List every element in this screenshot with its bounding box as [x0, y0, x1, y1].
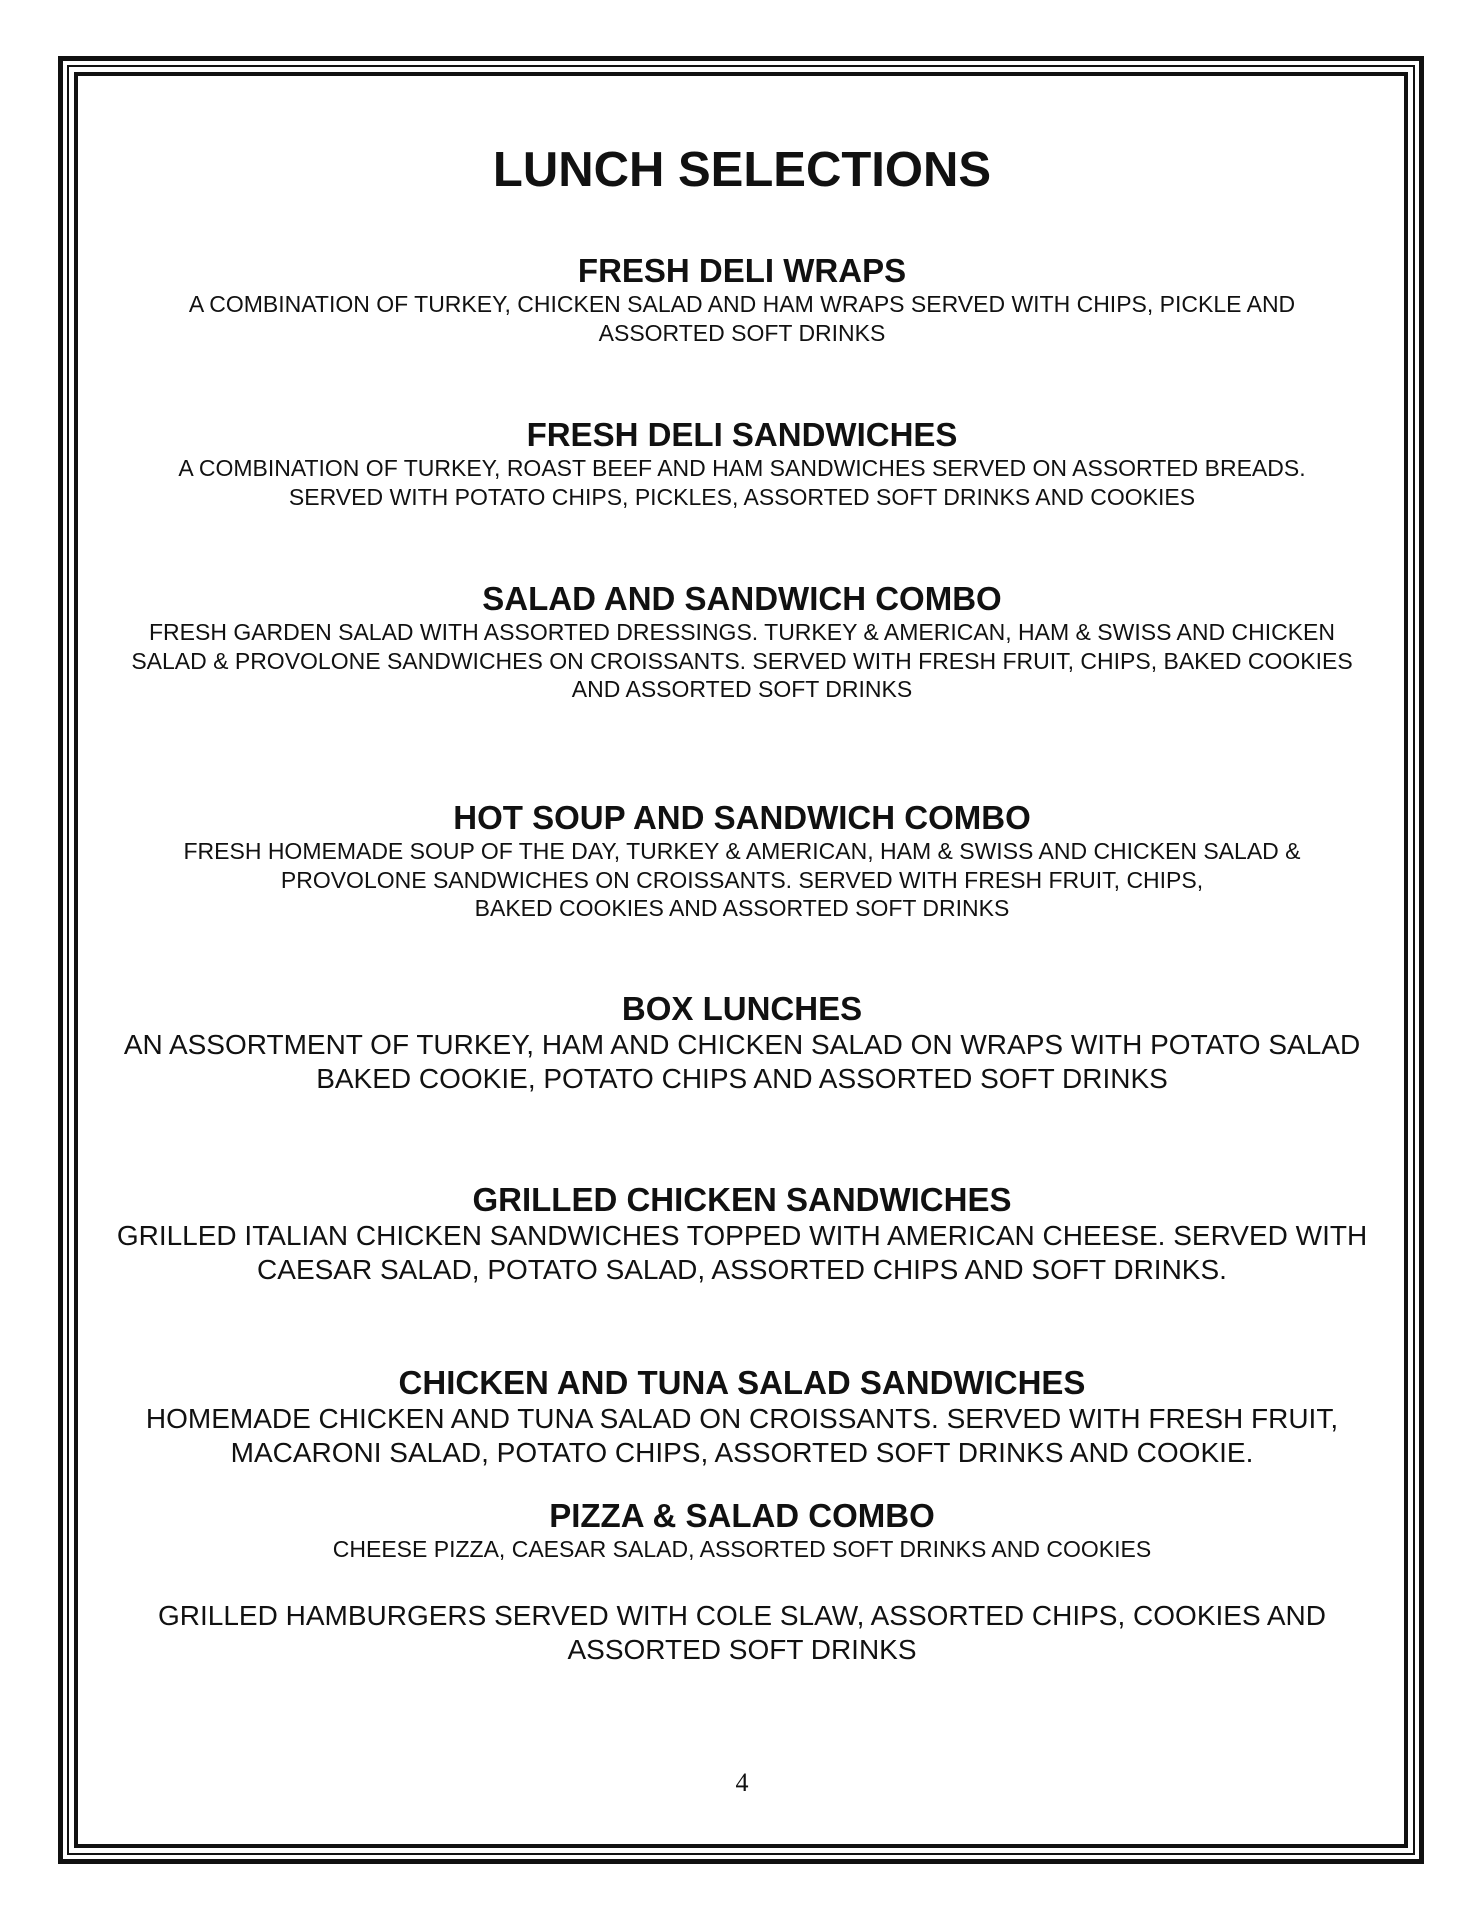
description-line: FRESH GARDEN SALAD WITH ASSORTED DRESSINGS. TURKEY & AMERICAN, HAM & SWISS AND CHICKEN	[148, 619, 1335, 645]
menu-section-grilled-hamburgers	[80, 1599, 1404, 1667]
menu-section-grilled-chicken	[80, 1181, 1404, 1287]
menu-section-salad-sandwich-combo	[80, 580, 1404, 704]
section-heading: FRESH DELI SANDWICHES	[526, 416, 958, 453]
section-description	[80, 290, 1404, 347]
description-line: BAKED COOKIES AND ASSORTED SOFT DRINKS	[474, 895, 1010, 921]
menu-section-box-lunches	[80, 990, 1404, 1096]
description-line: GRILLED HAMBURGERS SERVED WITH COLE SLAW, ASSORTED CHIPS, COOKIES AND	[158, 1600, 1326, 1631]
section-description	[80, 618, 1404, 704]
description-line: MACARONI SALAD, POTATO CHIPS, ASSORTED SOFT DRINKS AND COOKIE.	[230, 1437, 1254, 1468]
section-description	[80, 1402, 1404, 1470]
description-line: SALAD & PROVOLONE SANDWICHES ON CROISSANTS. SERVED WITH FRESH FRUIT, CHIPS, BAKED COOKIES	[131, 647, 1353, 674]
description-line: HOMEMADE CHICKEN AND TUNA SALAD ON CROISSANTS. SERVED WITH FRESH FRUIT,	[145, 1403, 1339, 1434]
section-heading: SALAD AND SANDWICH COMBO	[482, 580, 1002, 617]
menu-section-deli-wraps	[80, 252, 1404, 347]
description-line: AND ASSORTED SOFT DRINKS	[571, 676, 913, 702]
menu-section-soup-sandwich-combo	[80, 799, 1404, 923]
section-description	[80, 1599, 1404, 1667]
description-line: FRESH HOMEMADE SOUP OF THE DAY, TURKEY & AMERICAN, HAM & SWISS AND CHICKEN SALAD &	[183, 838, 1301, 864]
section-heading: HOT SOUP AND SANDWICH COMBO	[453, 799, 1031, 836]
description-line: A COMBINATION OF TURKEY, CHICKEN SALAD AND HAM WRAPS SERVED WITH CHIPS, PICKLE AND	[188, 291, 1296, 317]
section-description	[80, 1028, 1404, 1096]
section-heading: PIZZA & SALAD COMBO	[549, 1497, 935, 1534]
menu-section-chicken-tuna-salad	[80, 1364, 1404, 1470]
description-line: AN ASSORTMENT OF TURKEY, HAM AND CHICKEN SALAD ON WRAPS WITH POTATO SALAD	[123, 1029, 1361, 1060]
menu-section-deli-sandwiches	[80, 416, 1404, 511]
page-title: LUNCH SELECTIONS	[492, 143, 992, 197]
description-line: A COMBINATION OF TURKEY, ROAST BEEF AND HAM SANDWICHES SERVED ON ASSORTED BREADS.	[178, 455, 1306, 481]
section-description	[80, 1535, 1404, 1564]
description-line: GRILLED ITALIAN CHICKEN SANDWICHES TOPPED WITH AMERICAN CHEESE. SERVED WITH	[116, 1220, 1368, 1251]
section-description	[80, 837, 1404, 923]
description-line: ASSORTED SOFT DRINKS	[598, 319, 886, 346]
description-line: ASSORTED SOFT DRINKS	[567, 1634, 917, 1665]
menu-section-pizza-salad-combo	[80, 1497, 1404, 1564]
description-line: SERVED WITH POTATO CHIPS, PICKLES, ASSORTED SOFT DRINKS AND COOKIES	[288, 483, 1196, 510]
section-description	[80, 454, 1404, 511]
description-line: BAKED COOKIE, POTATO CHIPS AND ASSORTED SOFT DRINKS	[316, 1063, 1168, 1094]
section-heading: BOX LUNCHES	[621, 990, 863, 1027]
section-heading: GRILLED CHICKEN SANDWICHES	[472, 1181, 1012, 1218]
description-line: CAESAR SALAD, POTATO SALAD, ASSORTED CHIPS AND SOFT DRINKS.	[257, 1254, 1227, 1285]
section-heading: CHICKEN AND TUNA SALAD SANDWICHES	[398, 1364, 1086, 1401]
description-line: PROVOLONE SANDWICHES ON CROISSANTS. SERVED WITH FRESH FRUIT, CHIPS,	[280, 866, 1204, 893]
section-description	[80, 1219, 1404, 1287]
section-heading: FRESH DELI WRAPS	[577, 252, 907, 289]
description-line: CHEESE PIZZA, CAESAR SALAD, ASSORTED SOFT DRINKS AND COOKIES	[332, 1536, 1152, 1562]
page-number: 4	[735, 1768, 749, 1797]
